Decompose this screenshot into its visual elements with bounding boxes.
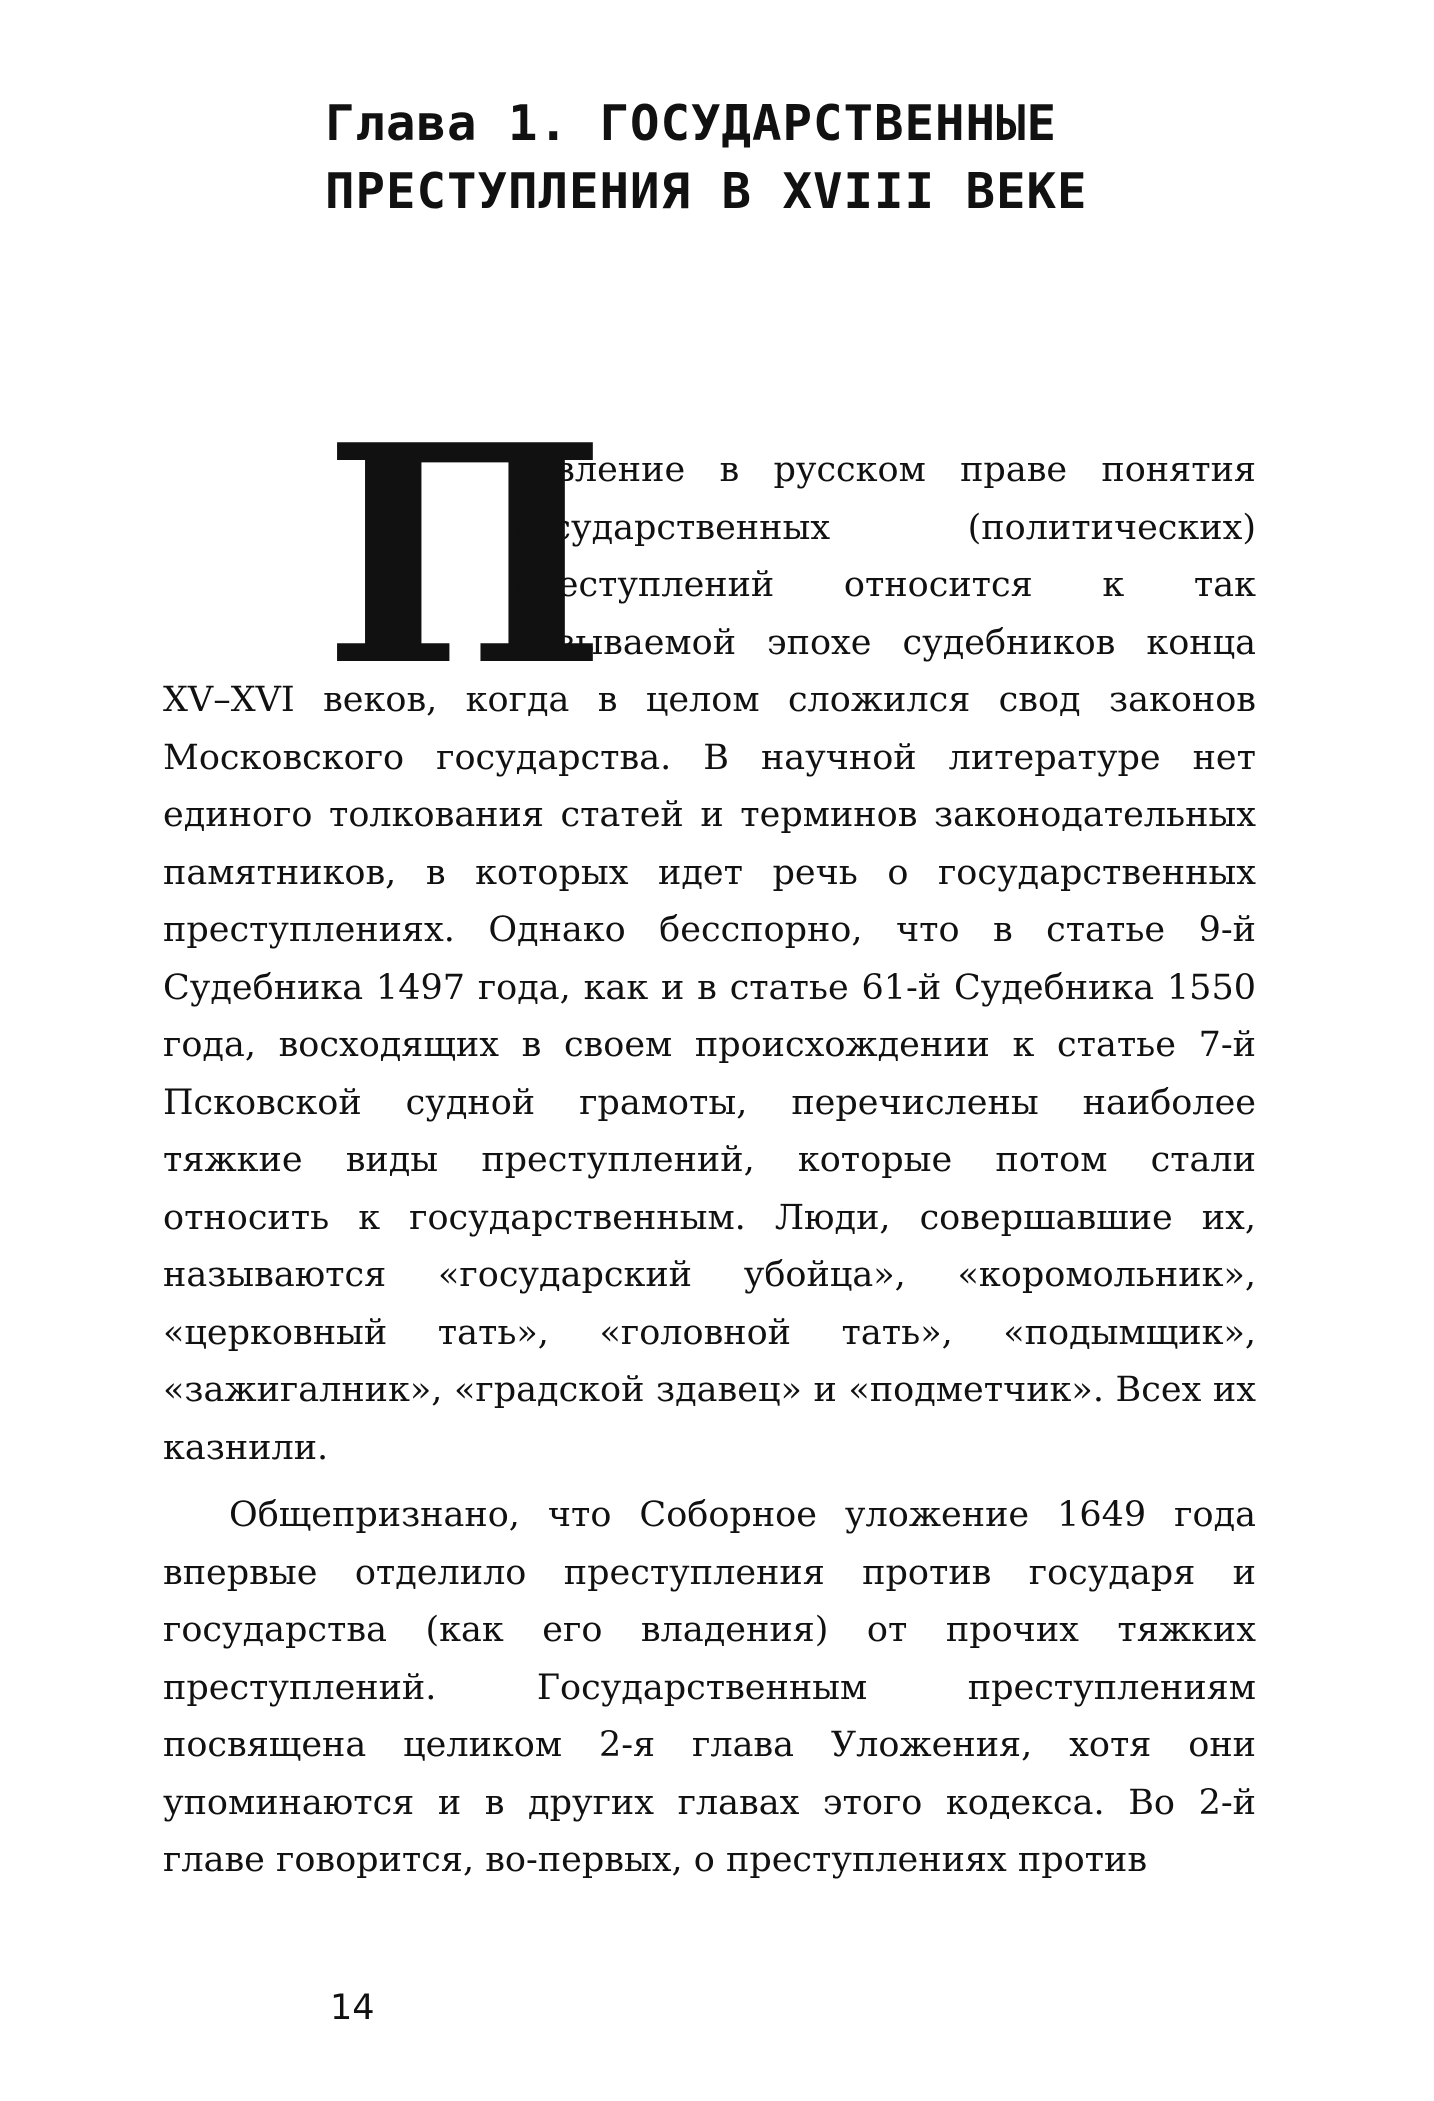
chapter-title-line-2: ПРЕСТУПЛЕНИЯ В XVIII ВЕКЕ — [325, 163, 1088, 220]
drop-cap: П — [323, 379, 607, 732]
chapter-title — [325, 90, 1225, 226]
chapter-body — [163, 379, 1256, 1890]
paragraph-1 — [163, 379, 1256, 1477]
chapter-title-line-1: Глава 1. ГОСУДАРСТВЕННЫЕ — [325, 95, 1058, 152]
paragraph-2: Общепризнано, что Соборное уложение 1649 года впервые отделило преступления против государя и государства (как его владения) от прочих тяжких преступлений. Государственным преступлениям посвящена целиком 2-я глава Уложения, хотя они упоминаются и в других главах этого кодекса. Во 2-й главе говорится, во-первых, о преступлениях против — [163, 1495, 1256, 1880]
paragraph-1-text: оявление в русском праве понятия государственных (политических) преступлений относится к так называемой эпохе судебников конца XV–XVI веков, когда в целом сложился свод законов Московского государства. В научной литературе нет единого толкования статей и терминов законодательных памятников, в которых идет речь о государственных преступлениях. Однако бесспорно, что в статье 9-й Судебника 1497 года, как и в статье 61-й Судебника 1550 года, восходящих в своем происхождении к статье 7-й Псковской судной грамоты, перечислены наиболее тяжкие виды преступлений, которые потом стали относить к государственным. Люди, совершавшие их, называются «государский убойца», «коромольник», «церковный тать», «головной тать», «подымщик», «зажигалник», «градской здавец» и «подметчик». Всех их казнили. — [163, 450, 1256, 1468]
page-number: 14 — [330, 1988, 375, 2028]
